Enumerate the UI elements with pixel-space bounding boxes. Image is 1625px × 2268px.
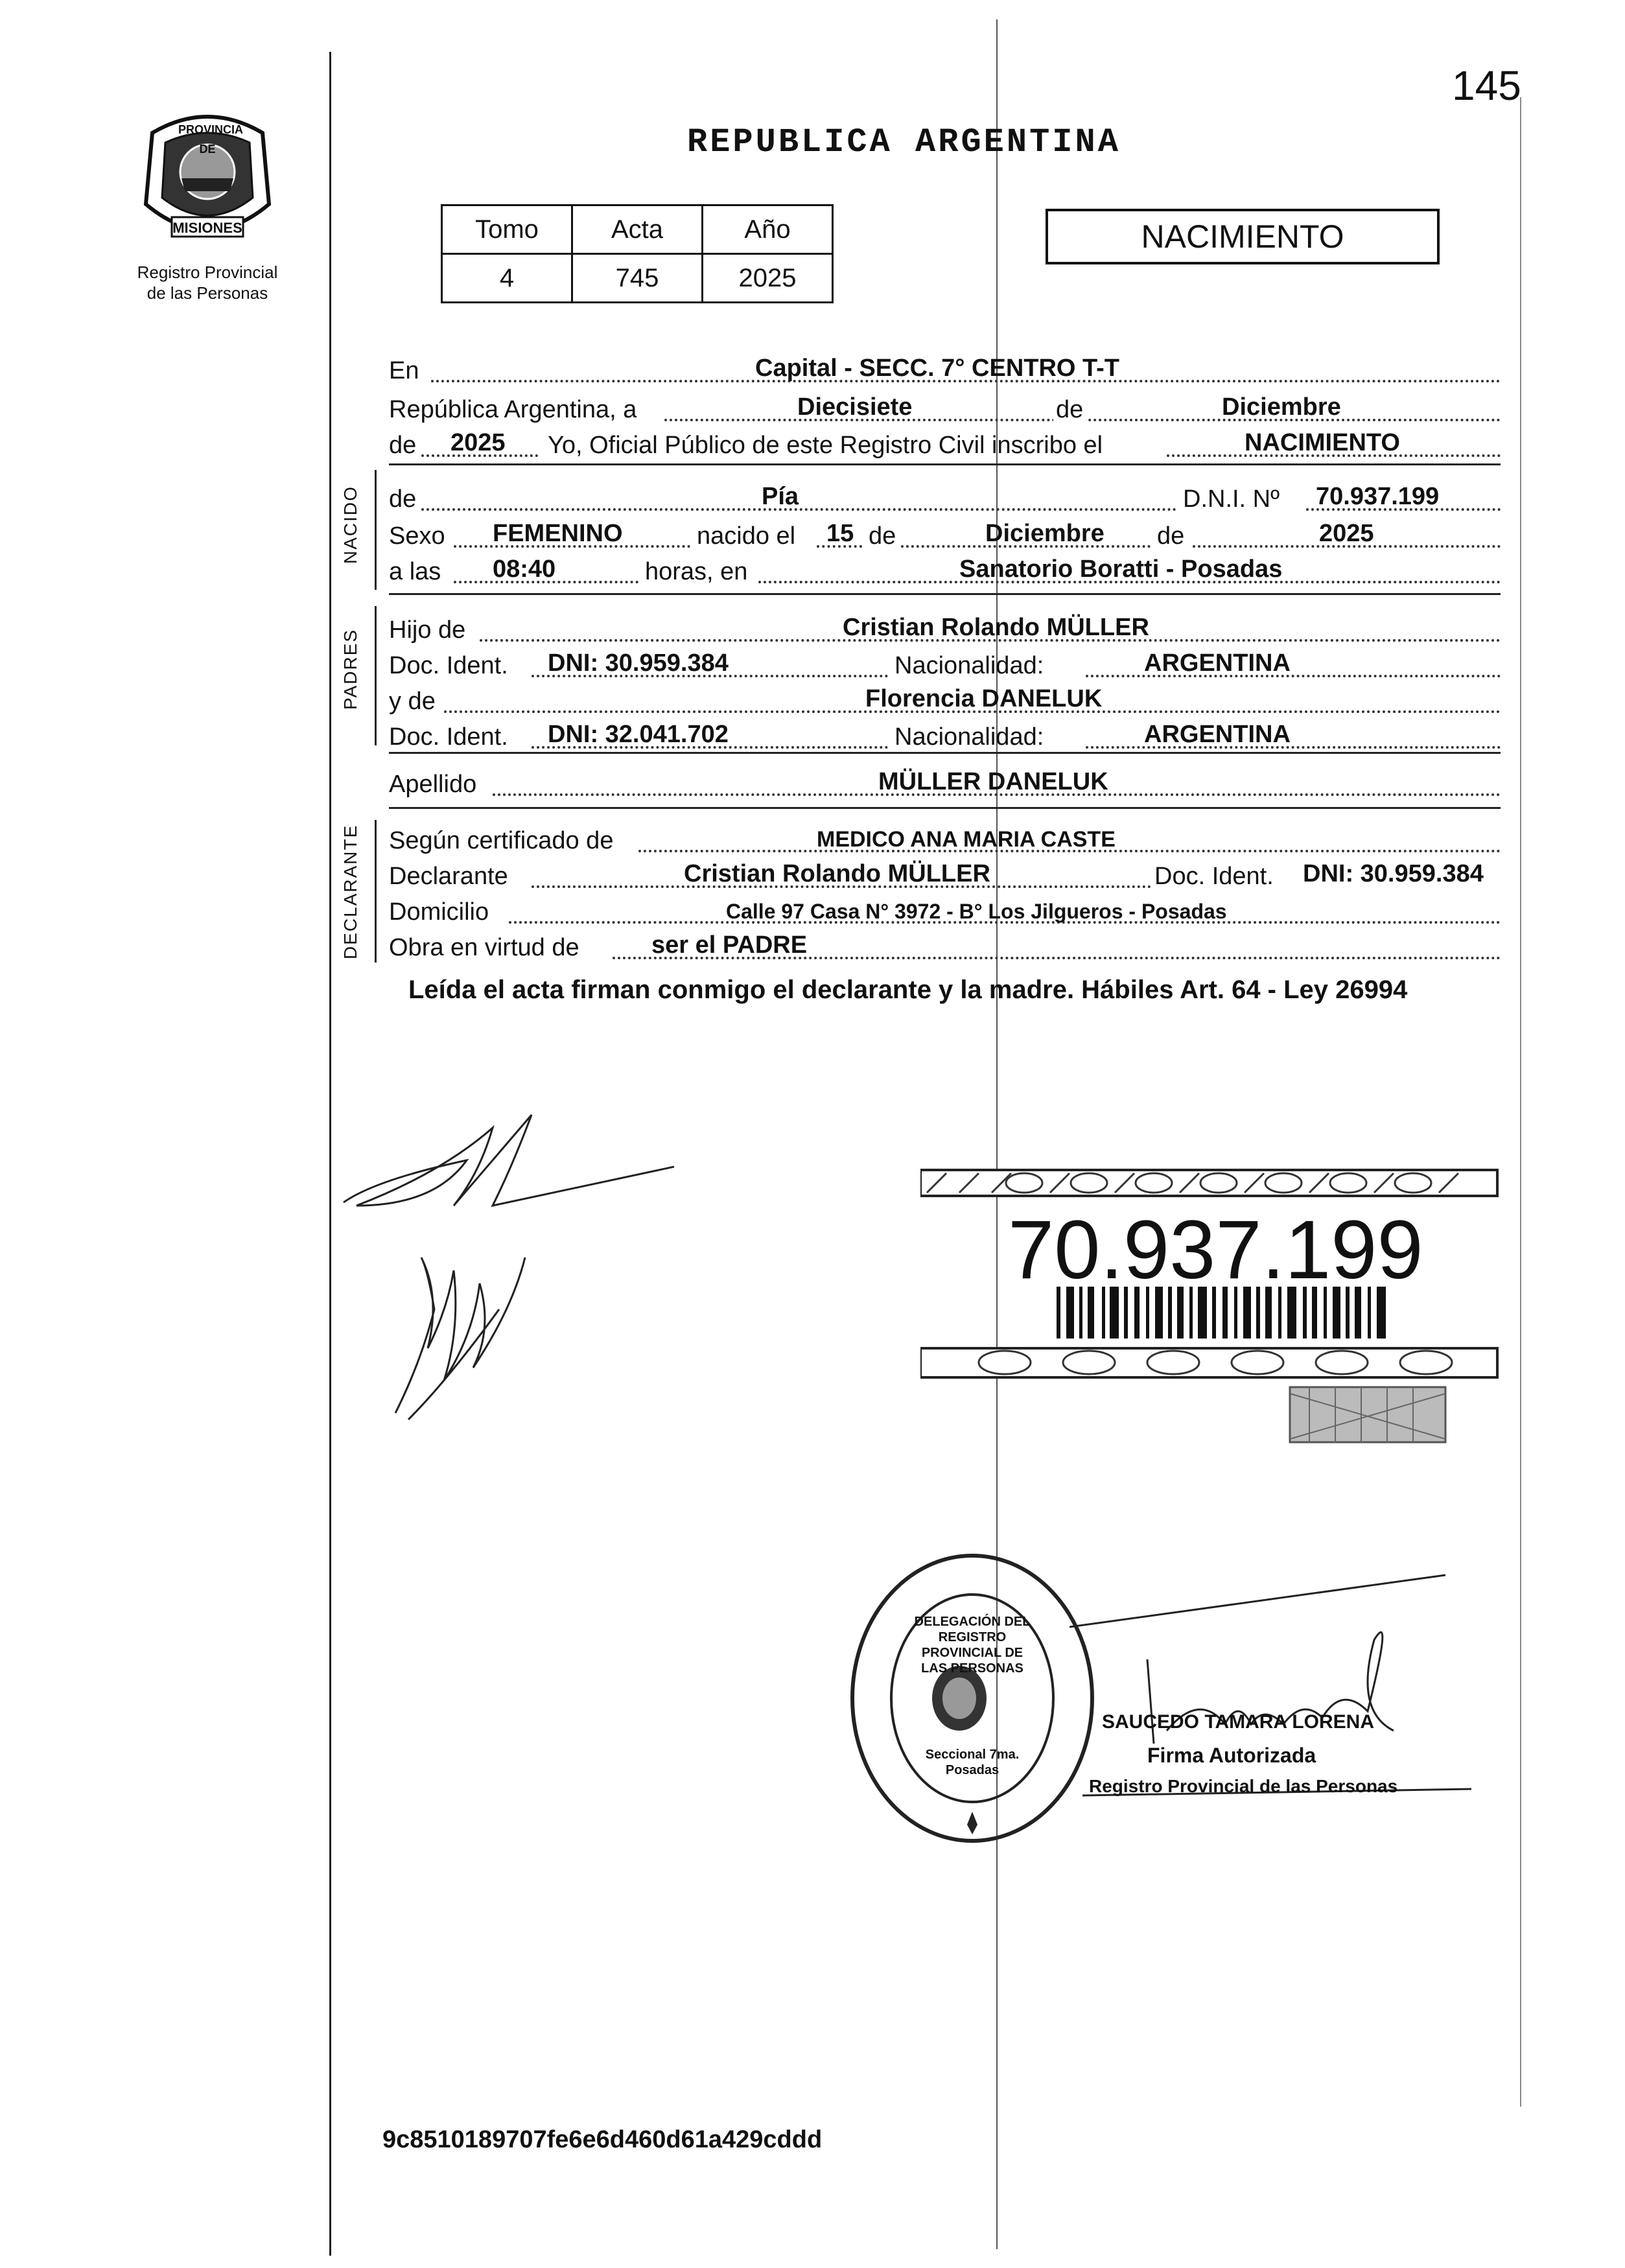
alas-label: a las <box>389 558 441 585</box>
separator-2 <box>389 593 1501 595</box>
certificado-label: Según certificado de <box>389 827 614 854</box>
row-hora <box>389 551 1501 590</box>
signer-name: SAUCEDO TAMARA LORENA <box>1102 1711 1374 1733</box>
separator-1 <box>389 463 1501 465</box>
birth-year: 2025 <box>1319 520 1374 547</box>
row-en <box>389 350 1501 389</box>
certificado-value: MEDICO ANA MARIA CASTE <box>817 827 1116 852</box>
row-padre-doc <box>389 645 1501 684</box>
stamp-inner-text: Seccional 7ma. Posadas <box>925 1748 1020 1777</box>
separator-4 <box>389 807 1501 809</box>
en-label: En <box>389 357 419 384</box>
sexo-label: Sexo <box>389 522 445 550</box>
day-value: Diecisiete <box>797 393 913 421</box>
page-title: REPUBLICA ARGENTINA <box>687 123 1121 161</box>
row-nombre <box>389 478 1501 517</box>
document-hash: 9c8510189707fe6e6d460d61a429cddd <box>382 2126 823 2153</box>
doc-label-1: Doc. Ident. <box>389 652 508 679</box>
row-domicilio <box>389 891 1501 930</box>
header-tomo: Tomo <box>442 205 572 254</box>
yde-label: y de <box>389 688 436 715</box>
stamp-ring-text: DELEGACIÓN DEL REGISTRO PROVINCIAL DE LAS PERSONAS <box>914 1615 1031 1676</box>
father-value: Cristian Rolando MÜLLER <box>843 614 1149 641</box>
apellido-label: Apellido <box>389 771 477 798</box>
domicilio-value: Calle 97 Casa N° 3972 - B° Los Jilgueros - Posadas <box>726 900 1227 923</box>
apellido-value: MÜLLER DANELUK <box>878 768 1108 795</box>
registry-line1: Registro Provincial <box>137 263 278 282</box>
row-padre <box>389 609 1501 648</box>
side-label-declarante: DECLARANTE <box>340 824 360 959</box>
row-obra <box>389 927 1501 966</box>
page-number: 145 <box>1452 62 1521 109</box>
republica-label: República Argentina, a <box>389 396 637 423</box>
mother-nat: ARGENTINA <box>1144 721 1291 748</box>
row-republica <box>389 389 1501 428</box>
hijo-label: Hijo de <box>389 616 466 644</box>
de-label-3: de <box>389 485 417 513</box>
father-doc: DNI: 30.959.384 <box>548 649 729 677</box>
left-margin-line <box>329 52 331 2256</box>
side-label-nacido: NACIDO <box>340 485 360 564</box>
header-acta: Acta <box>572 205 703 254</box>
side-label-padres: PADRES <box>340 628 360 710</box>
place-value: Sanatorio Boratti - Posadas <box>959 555 1283 583</box>
value-anio: 2025 <box>703 254 833 303</box>
footnote: Leída el acta firman conmigo el declarante y la madre. Hábiles Art. 64 - Ley 26994 <box>408 976 1408 1004</box>
value-tomo: 4 <box>442 254 572 303</box>
declarante-doc-label: Doc. Ident. <box>1151 863 1274 891</box>
domicilio-label: Domicilio <box>389 898 489 926</box>
mother-value: Florencia DANELUK <box>865 685 1103 712</box>
sexo-value: FEMENINO <box>493 520 623 547</box>
de-label-2: de <box>389 432 417 459</box>
right-edge-line <box>1520 97 1521 2107</box>
declarante-label: Declarante <box>389 863 508 890</box>
horas-label: horas, en <box>645 558 748 585</box>
row-madre-doc <box>389 716 1501 755</box>
birth-month: Diciembre <box>985 520 1105 547</box>
de-label-5: de <box>1157 522 1185 550</box>
signature-left-top <box>337 1102 674 1219</box>
seal-top-text: PROVINCIA DE <box>178 123 244 156</box>
header-table <box>441 204 834 303</box>
record-type-box: NACIMIENTO <box>1046 209 1440 264</box>
registry-line2: de las Personas <box>146 283 268 303</box>
row-declarante <box>389 856 1501 894</box>
signature-left-bottom <box>382 1232 538 1426</box>
seal-bottom-text: MISIONES <box>172 220 242 236</box>
month-value: Diciembre <box>1222 393 1341 421</box>
dni-value: 70.937.199 <box>1316 483 1440 510</box>
inscribe-value: NACIMIENTO <box>1245 429 1400 456</box>
nac-label-2: Nacionalidad: <box>894 723 1044 751</box>
signer-org: Registro Provincial de las Personas <box>1089 1776 1398 1796</box>
signer-role: Firma Autorizada <box>1147 1744 1316 1767</box>
de-label-1: de <box>1053 396 1086 424</box>
row-apellido <box>389 764 1501 802</box>
nombre-value: Pía <box>762 483 799 510</box>
mother-doc: DNI: 32.041.702 <box>548 721 729 748</box>
separator-3 <box>389 752 1501 754</box>
province-seal <box>133 107 282 250</box>
header-anio: Año <box>703 205 833 254</box>
birth-day: 15 <box>826 520 854 547</box>
sticker-number: 70.937.199 <box>1008 1204 1423 1296</box>
nac-label-1: Nacionalidad: <box>894 652 1044 679</box>
father-nat: ARGENTINA <box>1144 649 1291 677</box>
row-year <box>389 425 1501 463</box>
official-stamp <box>843 1549 1102 1847</box>
doc-label-2: Doc. Ident. <box>389 723 508 751</box>
de-label-4: de <box>869 522 896 550</box>
nacido-label: nacido el <box>697 522 796 550</box>
en-value: Capital - SECC. 7° CENTRO T-T <box>755 355 1120 382</box>
value-acta: 745 <box>572 254 703 303</box>
time-value: 08:40 <box>493 555 556 583</box>
obra-label: Obra en virtud de <box>389 934 579 961</box>
yo-text: Yo, Oficial Público de este Registro Civil inscribo el <box>548 432 1103 459</box>
declarante-value: Cristian Rolando MÜLLER <box>684 860 990 887</box>
row-sexo <box>389 515 1501 554</box>
row-certificado <box>389 820 1501 859</box>
declarante-doc: DNI: 30.959.384 <box>1303 860 1484 887</box>
obra-value: ser el PADRE <box>651 931 808 959</box>
year-value: 2025 <box>450 429 506 456</box>
dni-label: D.N.I. Nº <box>1183 485 1280 513</box>
row-madre <box>389 681 1501 719</box>
